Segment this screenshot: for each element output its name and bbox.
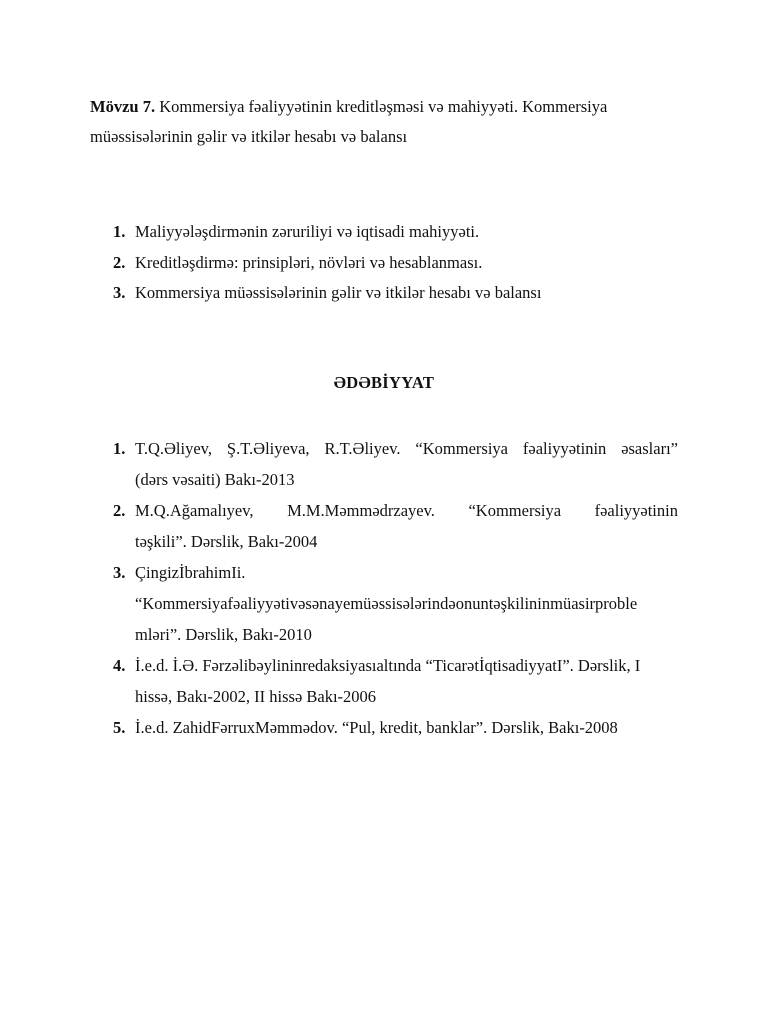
references-list <box>90 433 678 743</box>
plan-item-text: Maliyyələşdirmənin zəruriliyi və iqtisadi mahiyyəti. <box>135 222 480 241</box>
plan-item-number: 1. <box>113 222 126 241</box>
reference-number: 5. <box>113 718 126 737</box>
reference-item <box>90 557 678 650</box>
topic-title <box>90 92 680 152</box>
reference-item <box>90 433 678 495</box>
plan-item-number: 2. <box>113 252 126 272</box>
reference-line: (dərs vəsaiti) Bakı-2013 <box>135 470 295 489</box>
reference-word: Ş.T.Əliyeva, <box>226 439 310 458</box>
reference-word: fəaliyyətinin <box>594 501 678 520</box>
reference-number: 2. <box>113 501 126 520</box>
reference-number: 4. <box>113 656 126 675</box>
reference-word: “Kommersiya <box>415 439 508 458</box>
reference-word: T.Q.Əliyev, <box>135 439 212 458</box>
reference-line: İ.e.d. İ.Ə. Fərzəlibəylininredaksiyasıaltında “TicarətİqtisadiyyatI”. Dərslik, I <box>135 656 641 675</box>
plan-item-text: Kommersiya müəssisələrinin gəlir və itkilər hesabı və balansı <box>135 283 542 302</box>
plan-item <box>90 248 690 279</box>
plan-list <box>90 217 690 309</box>
reference-line: hissə, Bakı-2002, II hissə Bakı-2006 <box>135 687 377 706</box>
topic-text: Kommersiya fəaliyyətinin kreditləşməsi və mahiyyəti. Kommersiya müəssisələrinin gəlir və itkilər hesabı və balansı <box>90 97 608 146</box>
plan-item <box>90 217 690 248</box>
reference-line <box>135 433 678 464</box>
reference-word: M.Q.Ağamalıyev, <box>135 501 254 520</box>
reference-word: R.T.Əliyev. <box>324 439 401 458</box>
plan-item <box>90 278 690 309</box>
reference-line: İ.e.d. ZahidFərruxMəmmədov. “Pul, kredit, banklar”. Dərslik, Bakı-2008 <box>135 718 618 737</box>
reference-word: əsasları” <box>621 439 678 458</box>
reference-line: ÇingizİbrahimIi. <box>135 563 246 582</box>
reference-word: fəaliyyətinin <box>522 439 607 458</box>
reference-number: 1. <box>113 439 126 458</box>
reference-word: M.M.Məmmədrzayev. <box>287 501 435 520</box>
reference-item <box>90 712 678 743</box>
plan-item-text: Kreditləşdirmə: prinsipləri, növləri və hesablanması. <box>135 252 483 272</box>
reference-line: “Kommersiyafəaliyyətivəsənayemüəssisələrindəonuntəşkilininmüasirproble <box>135 594 638 613</box>
reference-line: təşkili”. Dərslik, Bakı-2004 <box>135 532 318 551</box>
reference-word: “Kommersiya <box>468 501 562 520</box>
topic-label: Mövzu 7. <box>90 97 156 116</box>
plan-item-number: 3. <box>113 283 126 302</box>
reference-item <box>90 495 678 557</box>
reference-line: mləri”. Dərslik, Bakı-2010 <box>135 625 312 644</box>
reference-line <box>135 495 678 526</box>
reference-number: 3. <box>113 563 126 582</box>
reference-item <box>90 650 678 712</box>
literature-heading: ƏDƏBİYYAT <box>333 373 435 392</box>
